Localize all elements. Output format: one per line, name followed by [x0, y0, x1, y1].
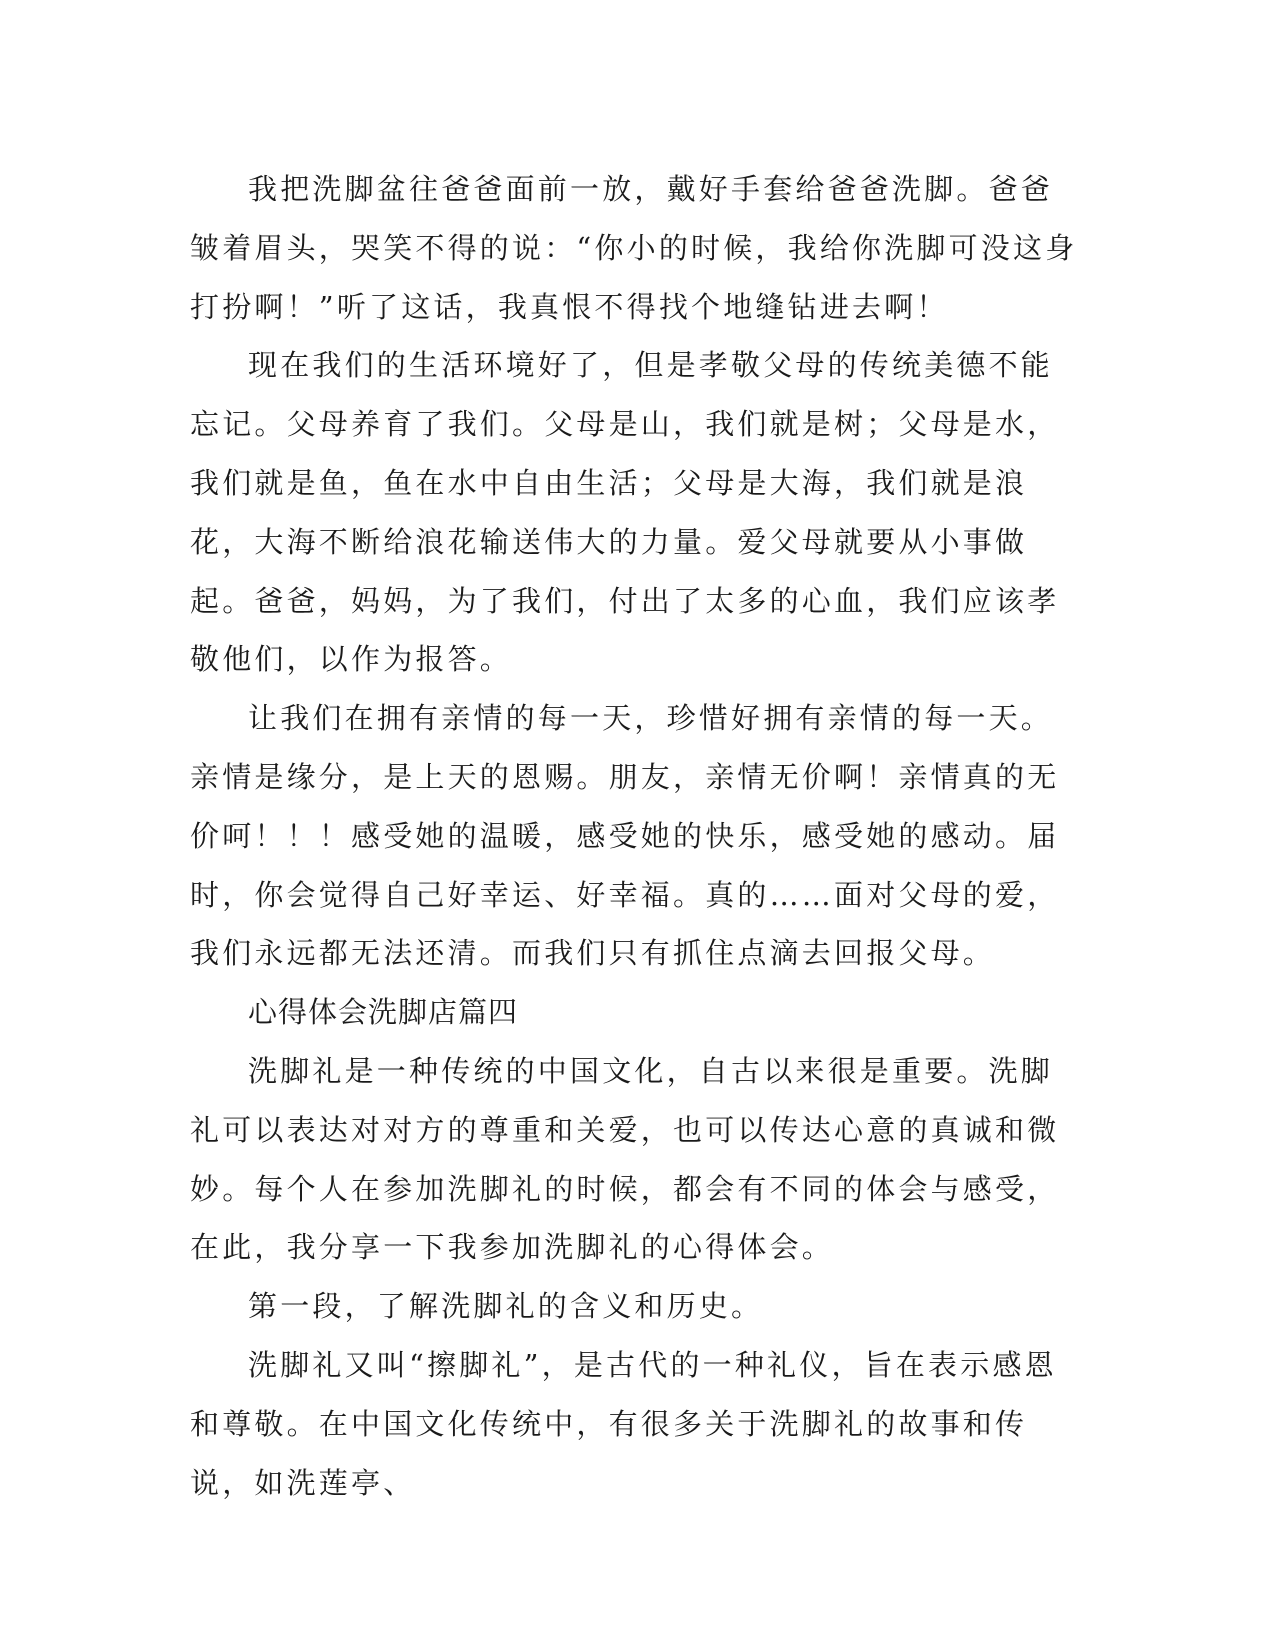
paragraph-family-love: 让我们在拥有亲情的每一天，珍惜好拥有亲情的每一天。亲情是缘分，是上天的恩赐。朋友，亲情无价啊！亲情真的无价呵！！！感受她的温暖，感受她的快乐，感受她的感动。届时，你会觉得自己好幸运、好幸福。真的……面对父母的爱，我们永远都无法还清。而我们只有抓住点滴去回报父母。 [190, 701, 1060, 971]
paragraph-filial-piety: 现在我们的生活环境好了，但是孝敬父母的传统美德不能忘记。父母养育了我们。父母是山，我们就是树；父母是水，我们就是鱼，鱼在水中自由生活；父母是大海，我们就是浪花，大海不断给浪花输送伟大的力量。爱父母就要从小事做起。爸爸，妈妈，为了我们，付出了太多的心血，我们应该孝敬他们，以作为报答。 [190, 348, 1060, 677]
paragraph-wash-feet-ritual-intro: 洗脚礼是一种传统的中国文化，自古以来很是重要。洗脚礼可以表达对对方的尊重和关爱，也可以传达心意的真诚和微妙。每个人在参加洗脚礼的时候，都会有不同的体会与感受，在此，我分享一下我参加洗脚礼的心得体会。 [190, 1053, 1060, 1265]
section-heading: 心得体会洗脚店篇四 [248, 995, 519, 1030]
paragraph-ritual-history: 洗脚礼又叫“擦脚礼”，是古代的一种礼仪，旨在表示感恩和尊敬。在中国文化传统中，有很多关于洗脚礼的故事和传说，如洗莲亭、 [190, 1347, 1057, 1500]
paragraph-section-one-title: 第一段，了解洗脚礼的含义和历史。 [248, 1289, 764, 1324]
paragraph-wash-feet-story: 我把洗脚盆往爸爸面前一放，戴好手套给爸爸洗脚。爸爸皱着眉头，哭笑不得的说：“你小的时候，我给你洗脚可没这身打扮啊！”听了这话，我真恨不得找个地缝钻进去啊！ [190, 172, 1078, 324]
document-body [190, 160, 1083, 1512]
